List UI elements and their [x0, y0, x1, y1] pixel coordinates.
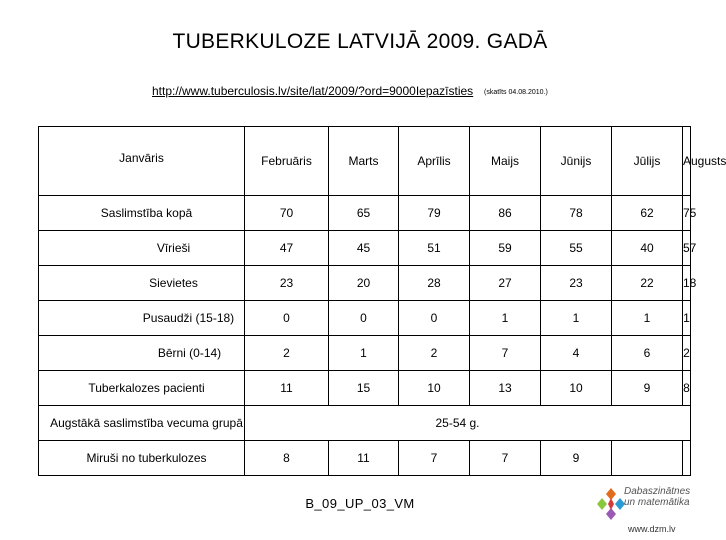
table-cell: 1	[612, 301, 683, 336]
table-cell: 4	[541, 336, 612, 371]
dzm-logo	[596, 484, 716, 540]
logo-line: Dabaszinātnes	[624, 486, 691, 497]
table-cell: 23	[245, 266, 329, 301]
table-row	[39, 441, 691, 476]
tuberculosis-table	[38, 126, 726, 476]
row-label: Bērni (0-14)	[39, 336, 245, 371]
table-cell: 75	[683, 196, 691, 231]
month-header: Marts	[329, 127, 399, 196]
table-row	[39, 266, 691, 301]
table-cell: 2	[399, 336, 470, 371]
table-cell: 45	[329, 231, 399, 266]
logo-line: un matemātika	[624, 497, 690, 508]
page-title: TUBERKULOZE LATVIJĀ 2009. GADĀ	[172, 30, 548, 53]
table-cell: 0	[399, 301, 470, 336]
month-header: Februāris	[245, 127, 329, 196]
table-cell: 28	[399, 266, 470, 301]
table-cell: 2	[683, 336, 691, 371]
table-cell: 0	[329, 301, 399, 336]
table-cell: 11	[329, 441, 399, 476]
table-cell: 2	[245, 336, 329, 371]
table-cell: 57	[683, 231, 691, 266]
row-label: Augstākā saslimstība vecuma grupā	[39, 406, 245, 441]
table-cell: 62	[612, 196, 683, 231]
month-header: Maijs	[470, 127, 541, 196]
table-cell: 13	[470, 371, 541, 406]
table-cell: 6	[612, 336, 683, 371]
table-cell: 1	[683, 301, 691, 336]
table-cell: 23	[541, 266, 612, 301]
table-cell: 40	[612, 231, 683, 266]
logo-url: www.dzm.lv	[628, 524, 676, 534]
table-cell: 20	[329, 266, 399, 301]
table-cell: 22	[612, 266, 683, 301]
header-row	[39, 127, 691, 196]
table-cell	[612, 441, 683, 476]
table-cell: 51	[399, 231, 470, 266]
table-cell: 7	[399, 441, 470, 476]
table-row	[39, 231, 691, 266]
table-cell: 27	[470, 266, 541, 301]
age-group-value: 25-54 g.	[245, 406, 691, 441]
row-label: Saslimstība kopā	[39, 196, 245, 231]
table-cell: 8	[245, 441, 329, 476]
table-cell: 11	[245, 371, 329, 406]
row-label: Tuberkalozes pacienti	[39, 371, 245, 406]
table-cell: 1	[470, 301, 541, 336]
month-header: Jūnijs	[541, 127, 612, 196]
table-cell: 1	[541, 301, 612, 336]
table-row	[39, 336, 691, 371]
table-cell: 7	[470, 336, 541, 371]
table-cell: 9	[541, 441, 612, 476]
table-cell: 10	[399, 371, 470, 406]
month-header: Janvāris	[39, 127, 245, 196]
month-header: Augusts	[683, 127, 691, 196]
table-row	[39, 301, 691, 336]
month-header: Aprīlis	[399, 127, 470, 196]
table-cell: 70	[245, 196, 329, 231]
table-cell: 9	[612, 371, 683, 406]
table-cell: 47	[245, 231, 329, 266]
table-cell: 86	[470, 196, 541, 231]
table-row	[39, 371, 691, 406]
table-cell	[683, 441, 691, 476]
source-note: (skatīts 04.08.2010.)	[484, 89, 548, 96]
table-cell: 78	[541, 196, 612, 231]
table-cell: 65	[329, 196, 399, 231]
row-label: Sievietes	[39, 266, 245, 301]
table-cell: 7	[470, 441, 541, 476]
logo-text	[624, 486, 690, 508]
row-label: Pusaudži (15-18)	[39, 301, 245, 336]
table-cell: 1	[329, 336, 399, 371]
table-cell: 0	[245, 301, 329, 336]
table-cell: 55	[541, 231, 612, 266]
table-cell: 10	[541, 371, 612, 406]
table-row	[39, 196, 691, 231]
table-cell: 18	[683, 266, 691, 301]
table-cell: 8	[683, 371, 691, 406]
row-label: Miruši no tuberkulozes	[39, 441, 245, 476]
table-row	[39, 406, 691, 441]
row-label: Vīrieši	[39, 231, 245, 266]
month-header: Jūlijs	[612, 127, 683, 196]
source-link[interactable]: http://www.tuberculosis.lv/site/lat/2009/?ord=9000Iepazīsties	[152, 84, 474, 98]
table-cell: 79	[399, 196, 470, 231]
table-cell: 59	[470, 231, 541, 266]
table-cell: 15	[329, 371, 399, 406]
footer-code: B_09_UP_03_VM	[305, 496, 415, 511]
logo-mark-icon	[596, 486, 626, 526]
